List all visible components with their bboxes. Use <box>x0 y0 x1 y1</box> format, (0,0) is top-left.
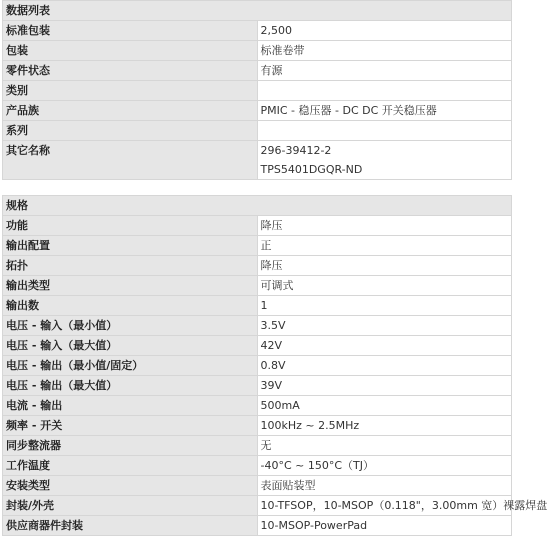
table-row <box>3 296 512 316</box>
row-value: 降压 <box>257 216 512 236</box>
data-list-header-row <box>3 1 512 21</box>
table-row <box>3 336 512 356</box>
row-label: 工作温度 <box>3 456 258 476</box>
data-list-header: 数据列表 <box>3 1 512 21</box>
table-row <box>3 216 512 236</box>
table-row <box>3 396 512 416</box>
row-value: 10-MSOP-PowerPad <box>257 516 512 536</box>
other-name-line: 296-39412-2 <box>260 144 332 157</box>
row-value: 100kHz ~ 2.5MHz <box>257 416 512 436</box>
row-label: 拓扑 <box>3 256 258 276</box>
row-label: 输出配置 <box>3 236 258 256</box>
row-label: 输出数 <box>3 296 258 316</box>
row-label: 系列 <box>3 121 258 141</box>
row-value: 正 <box>257 236 512 256</box>
row-value: 3.5V <box>257 316 512 336</box>
table-row <box>3 476 512 496</box>
table-row <box>3 236 512 256</box>
other-name-line: TPS5401DGQR-ND <box>260 163 363 176</box>
row-label: 零件状态 <box>3 61 258 81</box>
row-label: 同步整流器 <box>3 436 258 456</box>
row-value: 可调式 <box>257 276 512 296</box>
table-row <box>3 436 512 456</box>
table-row <box>3 416 512 436</box>
row-value: 0.8V <box>257 356 512 376</box>
table-row <box>3 496 512 516</box>
row-value: 有源 <box>257 61 512 81</box>
table-row <box>3 41 512 61</box>
row-label: 标准包装 <box>3 21 258 41</box>
row-value: 表面贴装型 <box>257 476 512 496</box>
table-row <box>3 516 512 536</box>
row-value: 标准卷带 <box>257 41 512 61</box>
row-label: 频率 - 开关 <box>3 416 258 436</box>
table-row <box>3 356 512 376</box>
table-row <box>3 276 512 296</box>
row-label: 电流 - 输出 <box>3 396 258 416</box>
row-value: 500mA <box>257 396 512 416</box>
row-label: 电压 - 输入（最小值） <box>3 316 258 336</box>
row-value: 42V <box>257 336 512 356</box>
row-value: 无 <box>257 436 512 456</box>
row-label: 封装/外壳 <box>3 496 258 516</box>
row-value: 39V <box>257 376 512 396</box>
table-row <box>3 121 512 141</box>
table-row <box>3 256 512 276</box>
row-label: 包装 <box>3 41 258 61</box>
row-label: 输出类型 <box>3 276 258 296</box>
data-list-table <box>2 0 512 180</box>
row-label: 电压 - 输入（最大值） <box>3 336 258 356</box>
specs-table <box>2 195 547 536</box>
row-label: 电压 - 输出（最大值） <box>3 376 258 396</box>
row-label: 功能 <box>3 216 258 236</box>
row-label: 类别 <box>3 81 258 101</box>
row-value-multiline <box>257 141 512 180</box>
row-value: 降压 <box>257 256 512 276</box>
specs-header-row <box>3 196 512 216</box>
table-row <box>3 61 512 81</box>
row-label: 电压 - 输出（最小值/固定） <box>3 356 258 376</box>
row-value: 1 <box>257 296 512 316</box>
row-value: 10-TFSOP，10-MSOP（0.118"，3.00mm 宽）裸露焊盘 <box>257 496 512 516</box>
specs-header: 规格 <box>3 196 512 216</box>
table-row <box>3 376 512 396</box>
table-row <box>3 141 512 180</box>
row-value: -40°C ~ 150°C（TJ） <box>257 456 512 476</box>
row-label: 产品族 <box>3 101 258 121</box>
table-row <box>3 456 512 476</box>
table-row <box>3 101 512 121</box>
row-label: 安装类型 <box>3 476 258 496</box>
table-row <box>3 81 512 101</box>
table-row <box>3 21 512 41</box>
table-row <box>3 316 512 336</box>
row-label: 供应商器件封装 <box>3 516 258 536</box>
row-label: 其它名称 <box>3 141 258 180</box>
row-value <box>257 121 512 141</box>
row-value <box>257 81 512 101</box>
row-value: 2,500 <box>257 21 512 41</box>
row-value: PMIC - 稳压器 - DC DC 开关稳压器 <box>257 101 512 121</box>
